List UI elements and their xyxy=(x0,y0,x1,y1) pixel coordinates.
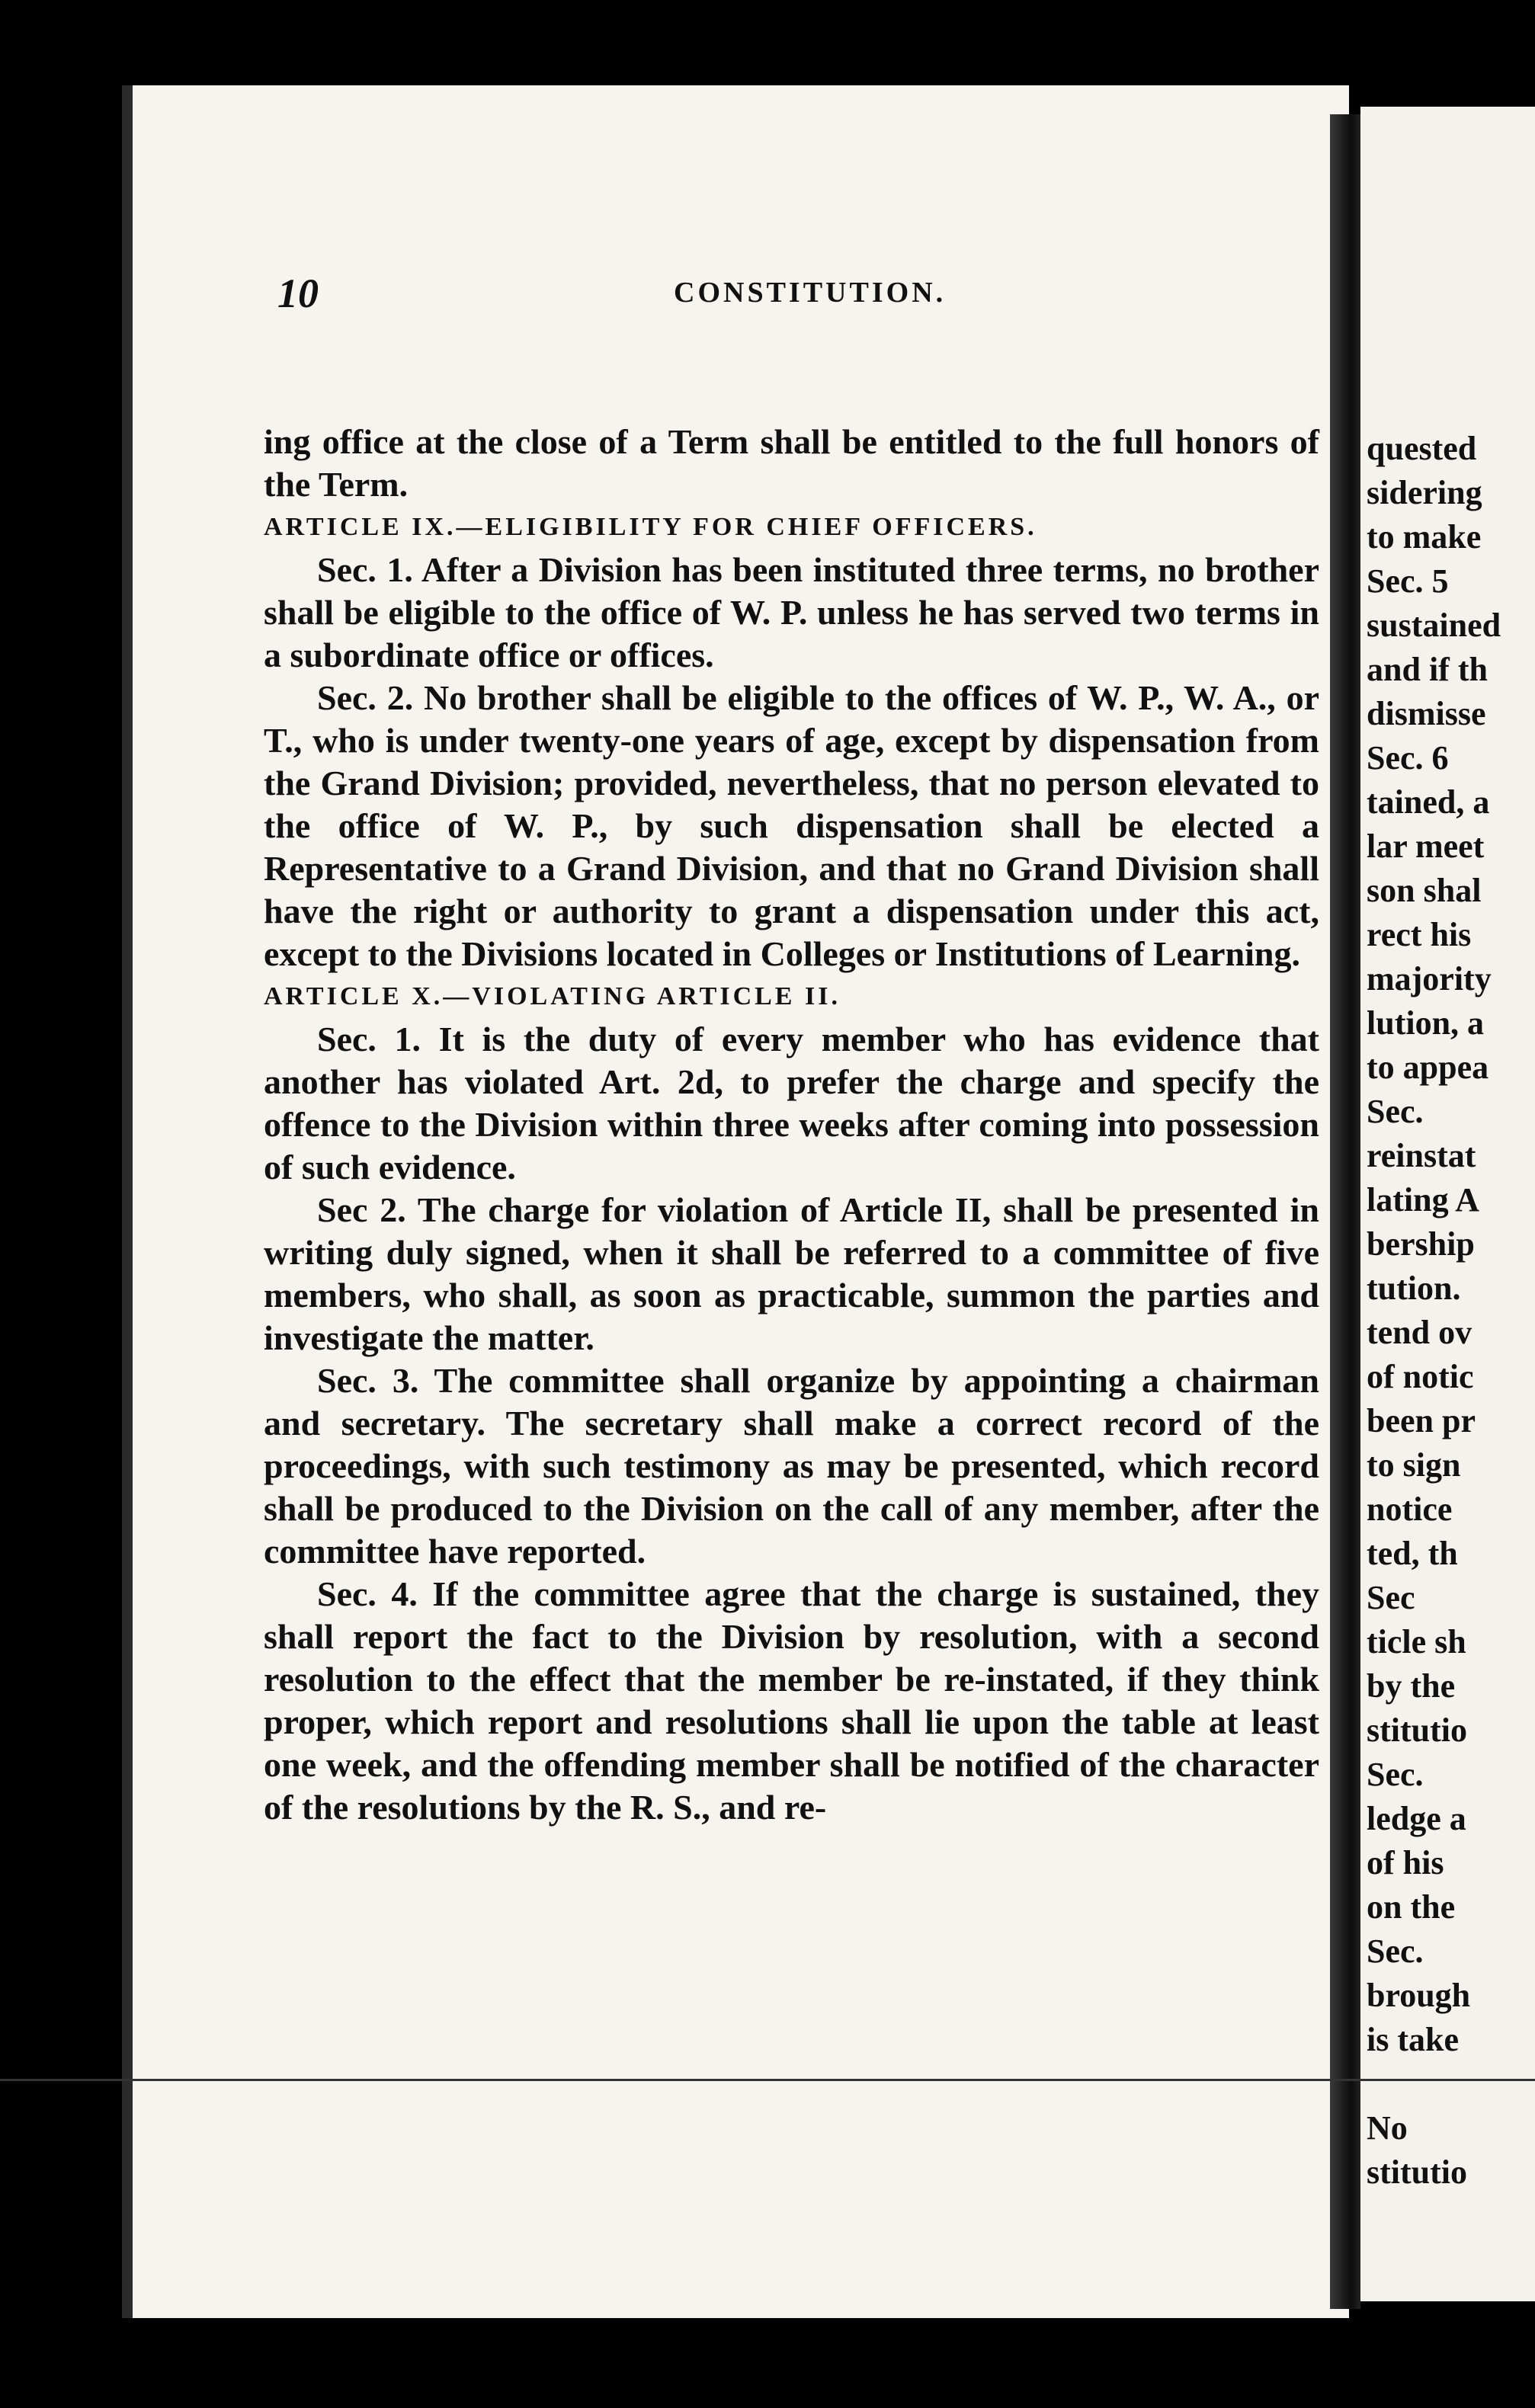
adjacent-page-line: of his xyxy=(1367,1844,1444,1881)
article-heading: ARTICLE X.—VIOLATING ARTICLE II. xyxy=(264,982,841,1010)
paragraph: Sec. 1. It is the duty of every member who has evidence that another has violated Art. 2d, to prefer the charge and specify the offence to the Division within three weeks after coming into possession of such evidence. xyxy=(264,1020,1319,1186)
article-heading: ARTICLE IX.—ELIGIBILITY FOR CHIEF OFFICERS. xyxy=(264,513,1037,541)
adjacent-page-line: lar meet xyxy=(1367,828,1485,865)
adjacent-page-line: Sec. 6 xyxy=(1367,739,1449,777)
adjacent-page-line: been pr xyxy=(1367,1402,1476,1439)
adjacent-page-line: and if th xyxy=(1367,651,1488,688)
adjacent-page-line: No xyxy=(1367,2109,1408,2147)
adjacent-page-line: ticle sh xyxy=(1367,1623,1466,1660)
adjacent-page-line: son shal xyxy=(1367,872,1482,909)
adjacent-page-line: sidering xyxy=(1367,474,1482,511)
adjacent-page-line: bership xyxy=(1367,1225,1475,1263)
adjacent-page-line: lating A xyxy=(1367,1181,1479,1218)
adjacent-page-line: tution. xyxy=(1367,1270,1461,1307)
adjacent-page-line: notice xyxy=(1367,1491,1453,1528)
adjacent-page-line: lution, a xyxy=(1367,1004,1485,1042)
adjacent-page-text xyxy=(1367,427,1501,2195)
adjacent-page-line: dismisse xyxy=(1367,695,1486,732)
adjacent-page-line: is take xyxy=(1367,2021,1459,2058)
adjacent-page-line: Sec. xyxy=(1367,1756,1424,1793)
adjacent-page-line: brough xyxy=(1367,1977,1471,2014)
adjacent-page-line: majority xyxy=(1367,960,1492,997)
book-page xyxy=(122,85,1349,2318)
page-number: 10 xyxy=(277,271,319,316)
adjacent-page-line xyxy=(1367,2062,1501,2106)
adjacent-page-line: to appea xyxy=(1367,1049,1489,1086)
adjacent-page-line: stitutio xyxy=(1367,1712,1467,1749)
scan-line xyxy=(0,2079,1535,2081)
adjacent-page-line: Sec. xyxy=(1367,1093,1424,1130)
paragraph: ing office at the close of a Term shall be entitled to the full honors of the Term. xyxy=(264,422,1319,504)
adjacent-page-line: tend ov xyxy=(1367,1314,1473,1351)
adjacent-page-line: by the xyxy=(1367,1667,1456,1705)
adjacent-page-line: to sign xyxy=(1367,1446,1461,1484)
adjacent-page xyxy=(1360,107,1535,2301)
adjacent-page-line: stitutio xyxy=(1367,2153,1467,2191)
running-title: CONSTITUTION. xyxy=(674,277,947,309)
adjacent-page-line: ted, th xyxy=(1367,1535,1458,1572)
paragraph: Sec. 3. The committee shall organize by appointing a chairman and secretary. The secretary shall make a correct record of the proceedings, with such testimony as may be presented, which record shall be produced to the Division on the call of any member, after the committee have reported. xyxy=(264,1361,1319,1571)
adjacent-page-line: Sec. 5 xyxy=(1367,562,1449,600)
page-header xyxy=(277,262,1319,323)
adjacent-page-line: Sec xyxy=(1367,1579,1415,1616)
adjacent-page-line: on the xyxy=(1367,1888,1456,1926)
adjacent-page-line: reinstat xyxy=(1367,1137,1476,1174)
adjacent-page-line: sustained xyxy=(1367,607,1501,644)
adjacent-page-line: of notic xyxy=(1367,1358,1474,1395)
adjacent-page-line: tained, a xyxy=(1367,783,1490,821)
adjacent-page-line: quested xyxy=(1367,430,1477,467)
paragraph: Sec. 1. After a Division has been instituted three terms, no brother shall be eligible to the office of W. P. unless he has served two terms in a subordinate office or offices. xyxy=(264,550,1319,674)
adjacent-page-line: to make xyxy=(1367,518,1482,556)
paragraph: Sec. 2. No brother shall be eligible to the offices of W. P., W. A., or T., who is under twenty-one years of age, except by dispensation from the Grand Division; provided, nevertheless, that no person elevated to the office of W. P., by such dispensation shall be elected a Representative to a Grand Division, and that no Grand Division shall have the right or authority to grant a dispensation under this act, except to the Divisions located in Colleges or Institutions of Learning. xyxy=(264,678,1319,973)
paragraph: Sec 2. The charge for violation of Article II, shall be presented in writing duly signed, when it shall be referred to a committee of five members, who shall, as soon as practicable, summon the parties and investigate the matter. xyxy=(264,1190,1319,1357)
book-spine xyxy=(1330,114,1360,2309)
adjacent-page-line: ledge a xyxy=(1367,1800,1466,1837)
adjacent-page-line: Sec. xyxy=(1367,1932,1424,1970)
adjacent-page-line: rect his xyxy=(1367,916,1472,953)
paragraph: Sec. 4. If the committee agree that the charge is sustained, they shall report the fact to the Division by resolution, with a second resolution to the effect that the member be re-instated, if they think proper, which report and resolutions shall lie upon the table at least one week, and the offending member shall be notified of the character of the resolutions by the R. S., and re- xyxy=(264,1574,1319,1827)
page-body xyxy=(264,421,1319,1829)
